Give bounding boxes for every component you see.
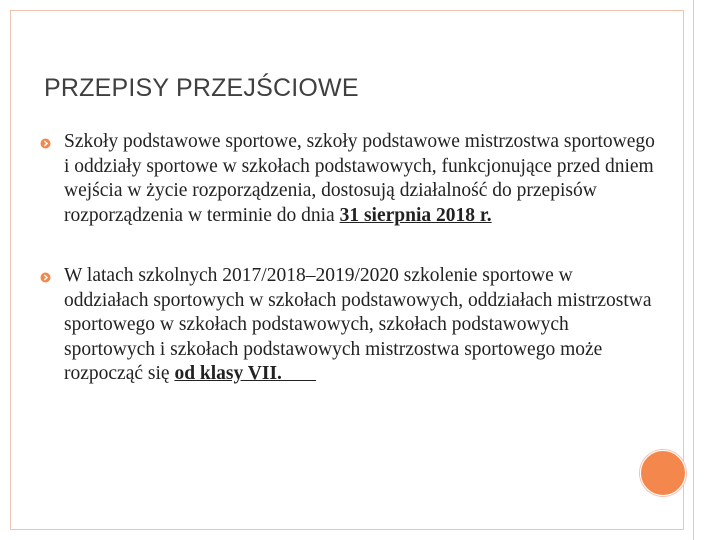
circle-arrow-icon bbox=[40, 272, 51, 283]
bullet-emphasis: 31 sierpnia 2018 r. bbox=[339, 204, 492, 226]
circle-arrow-icon bbox=[40, 138, 51, 149]
underline-tail bbox=[282, 363, 316, 384]
frame-vertical-line bbox=[693, 0, 694, 540]
bullet-list bbox=[40, 130, 660, 387]
bullet-item bbox=[40, 130, 660, 228]
bullet-text: W latach szkolnych 2017/2018–2019/2020 szkolenie sportowe w oddziałach sportowych w szkołach podstawowych, oddziałach mistrzostwa sportowego w szkołach podstawowych, szkołach podstawowych sportowych i szkołach podstawowych mistrzostwa sportowego może rozpocząć się bbox=[64, 265, 652, 384]
bullet-text: Szkoły podstawowe sportowe, szkoły podstawowe mistrzostwa sportowego i oddziały sportowe w szkołach podstawowych, funkcjonujące przed dniem wejścia w życie rozporządzenia, dostosują działalność do przepisów rozporządzenia w terminie do dnia bbox=[64, 131, 655, 226]
slide-title: PRZEPISY PRZEJŚCIOWE bbox=[44, 74, 359, 102]
bullet-emphasis: od klasy VII. bbox=[174, 363, 282, 384]
bullet-item bbox=[40, 264, 660, 387]
decorative-circle bbox=[640, 450, 686, 496]
